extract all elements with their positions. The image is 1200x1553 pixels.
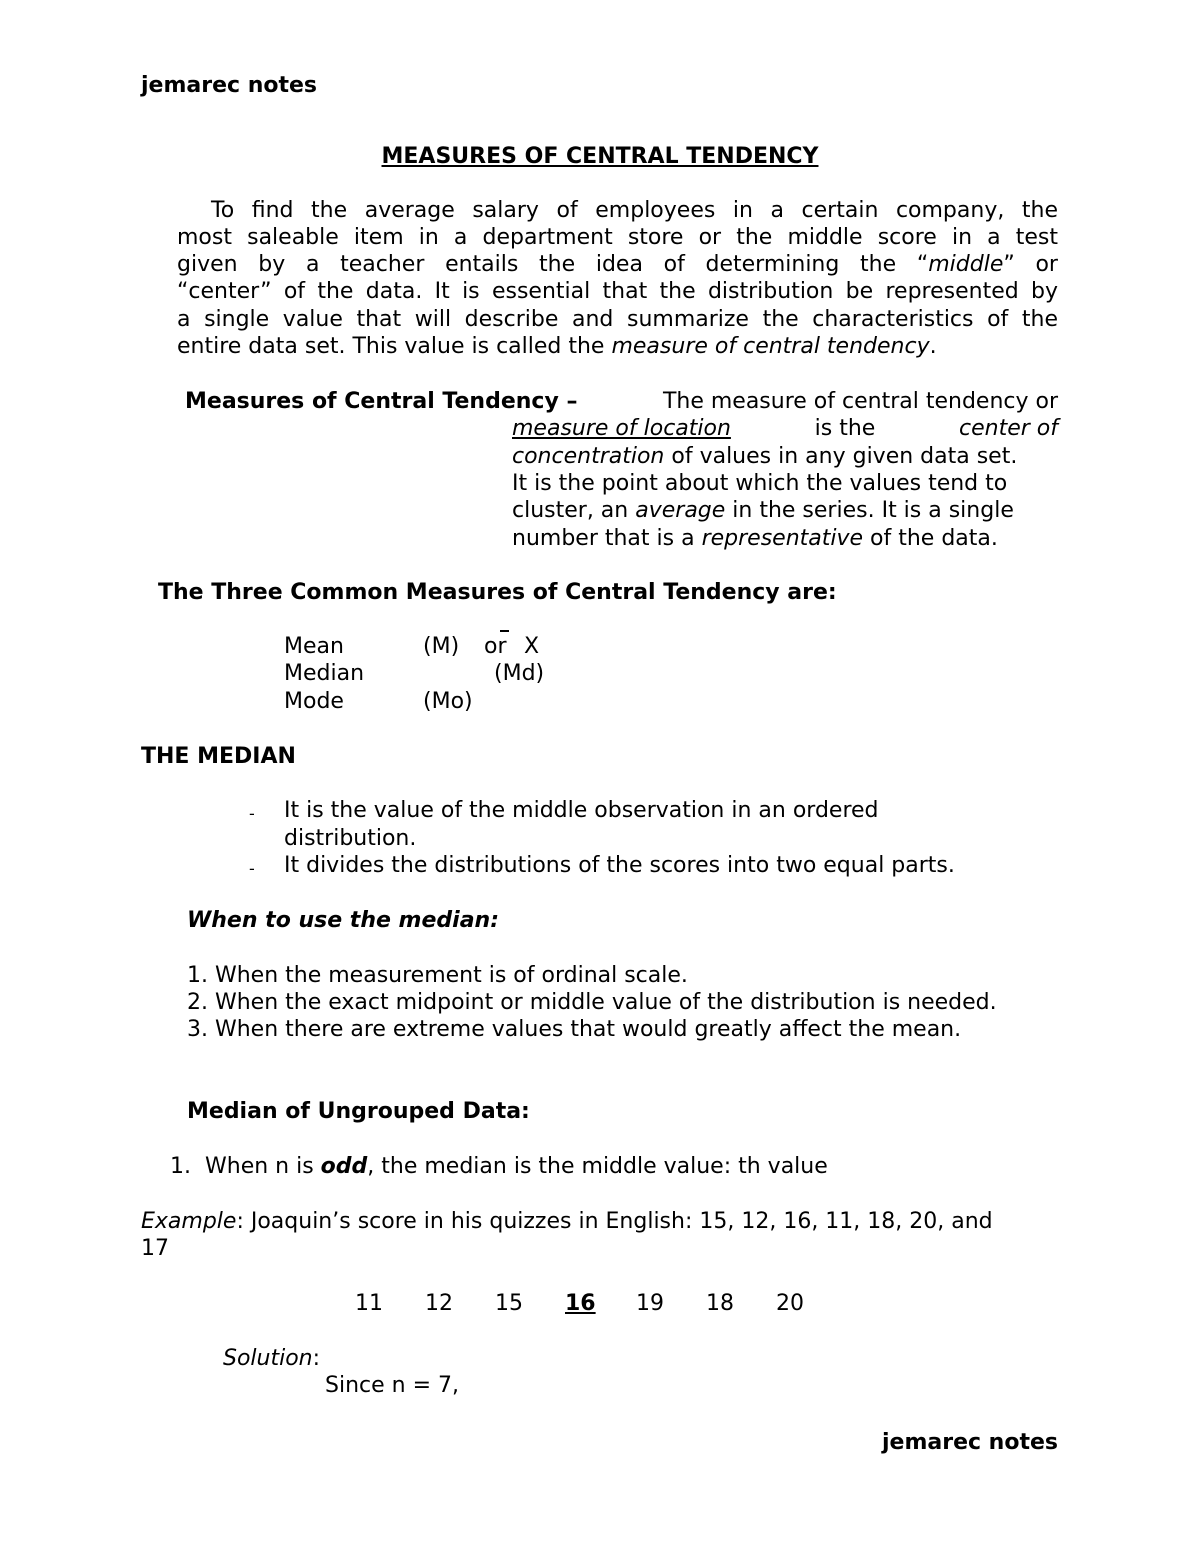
definition-text-6c: of the data.: [863, 526, 998, 551]
intro-line-3-word: determining: [705, 252, 840, 277]
when-item-3: 3. When there are extreme values that would greatly affect the mean.: [187, 1017, 962, 1042]
definition-line-6: [512, 525, 998, 552]
solution-line: [223, 1345, 320, 1372]
intro-line-3-middle: “middle”: [916, 252, 1015, 277]
definition-term: Measures of Central Tendency –: [185, 389, 578, 414]
intro-line-3-word: idea: [595, 252, 643, 277]
median-bullet-2: It divides the distributions of the scores into two equal parts.: [284, 853, 955, 878]
definition-text-1: The measure of central tendency or: [662, 389, 1058, 414]
concentration-term: concentration: [512, 444, 665, 469]
intro-line-3-word: entails: [445, 252, 519, 277]
intro-line-3-word: given: [177, 252, 238, 277]
example-text: : Joaquin’s score in his quizzes in English: 15, 12, 16, 11, 18, 20, and: [236, 1209, 993, 1234]
when-item-1: 1. When the measurement is of ordinal scale.: [187, 963, 688, 988]
example-label: Example: [141, 1209, 237, 1234]
score-5: 19: [636, 1291, 664, 1316]
bullet-dash-2: -: [249, 859, 255, 878]
measure-median-symbol: (Md): [494, 661, 545, 686]
measure-median-name: Median: [284, 661, 365, 686]
definition-text-5a: cluster, an: [512, 498, 636, 523]
definition-line-5: [512, 497, 1014, 524]
odd-item-a: When n is: [205, 1154, 321, 1179]
odd-item-c: , the median is the middle value: th value: [367, 1154, 828, 1179]
measure-mode-symbol: (Mo): [423, 689, 473, 714]
odd-item-text: [205, 1153, 828, 1180]
definition-line-2: [512, 415, 1058, 442]
intro-line-6: [177, 333, 937, 360]
intro-line-3-word: by: [258, 252, 286, 277]
intro-line-3: [177, 251, 1058, 278]
intro-line-3-word: teacher: [340, 252, 425, 277]
intro-line-3-word: or: [1035, 252, 1058, 277]
intro-line-2: most saleable item in a department store or the middle score in a test: [177, 225, 1058, 250]
score-6: 18: [706, 1291, 734, 1316]
since-line: Since n = 7,: [325, 1373, 459, 1398]
example-line-1: [141, 1208, 993, 1235]
odd-term: odd: [320, 1154, 368, 1179]
center-of-term: center of: [959, 416, 1058, 441]
page-title: MEASURES OF CENTRAL TENDENCY: [381, 144, 819, 169]
measure-of-location-term: measure of location: [512, 416, 731, 441]
intro-line-5: a single value that will describe and summarize the characteristics of the: [177, 307, 1058, 332]
measure-mean-or: or: [484, 634, 507, 659]
median-bullet-1-cont: distribution.: [284, 826, 417, 851]
definition-line-3: [512, 443, 1017, 470]
example-line-2: 17: [141, 1236, 169, 1261]
intro-line-6-term: measure of central tendency: [611, 334, 930, 359]
definition-line-4: It is the point about which the values tend to: [512, 471, 1008, 496]
median-bullet-1: It is the value of the middle observation in an ordered: [284, 798, 879, 823]
score-2: 12: [425, 1291, 453, 1316]
header-brand: jemarec notes: [141, 73, 318, 98]
ungrouped-heading: Median of Ungrouped Data:: [187, 1099, 530, 1124]
definition-text-6a: number that is a: [512, 526, 702, 551]
measure-mean-symbol: (M): [423, 634, 460, 659]
measure-mean-name: Mean: [284, 634, 344, 659]
intro-line-6-period: .: [929, 334, 937, 359]
definition-text-3: of values in any given data set.: [664, 444, 1018, 469]
definition-line-1: [185, 388, 1058, 415]
intro-line-3-word: the: [860, 252, 897, 277]
average-term: average: [635, 498, 726, 523]
footer-brand: jemarec notes: [881, 1430, 1058, 1455]
score-1: 11: [355, 1291, 383, 1316]
definition-text-5c: in the series. It is a single: [725, 498, 1014, 523]
score-7: 20: [776, 1291, 804, 1316]
intro-line-3-word: a: [305, 252, 320, 277]
three-measures-heading: The Three Common Measures of Central Tendency are:: [158, 580, 837, 605]
odd-item-number: 1.: [170, 1154, 191, 1179]
definition-is-the: is the: [814, 416, 876, 441]
score-median: 16: [565, 1291, 596, 1316]
intro-line-3-word: the: [539, 252, 576, 277]
measure-mean-xbar: X: [524, 634, 540, 659]
when-to-use-heading: When to use the median:: [187, 908, 499, 933]
intro-line-4: “center” of the data. It is essential that the distribution be represented by: [177, 279, 1058, 304]
score-3: 15: [495, 1291, 523, 1316]
intro-line-3-word: of: [663, 252, 685, 277]
median-heading: THE MEDIAN: [141, 744, 296, 769]
solution-colon: :: [312, 1346, 321, 1371]
bullet-dash-1: -: [249, 804, 255, 823]
intro-line-1: To find the average salary of employees in a certain company, the: [211, 198, 1058, 223]
representative-term: representative: [701, 526, 864, 551]
x-bar-overline: [500, 630, 509, 632]
measure-mode-name: Mode: [284, 689, 344, 714]
when-item-2: 2. When the exact midpoint or middle value of the distribution is needed.: [187, 990, 997, 1015]
solution-label: Solution: [223, 1346, 313, 1371]
intro-line-6-text: entire data set. This value is called the: [177, 334, 612, 359]
